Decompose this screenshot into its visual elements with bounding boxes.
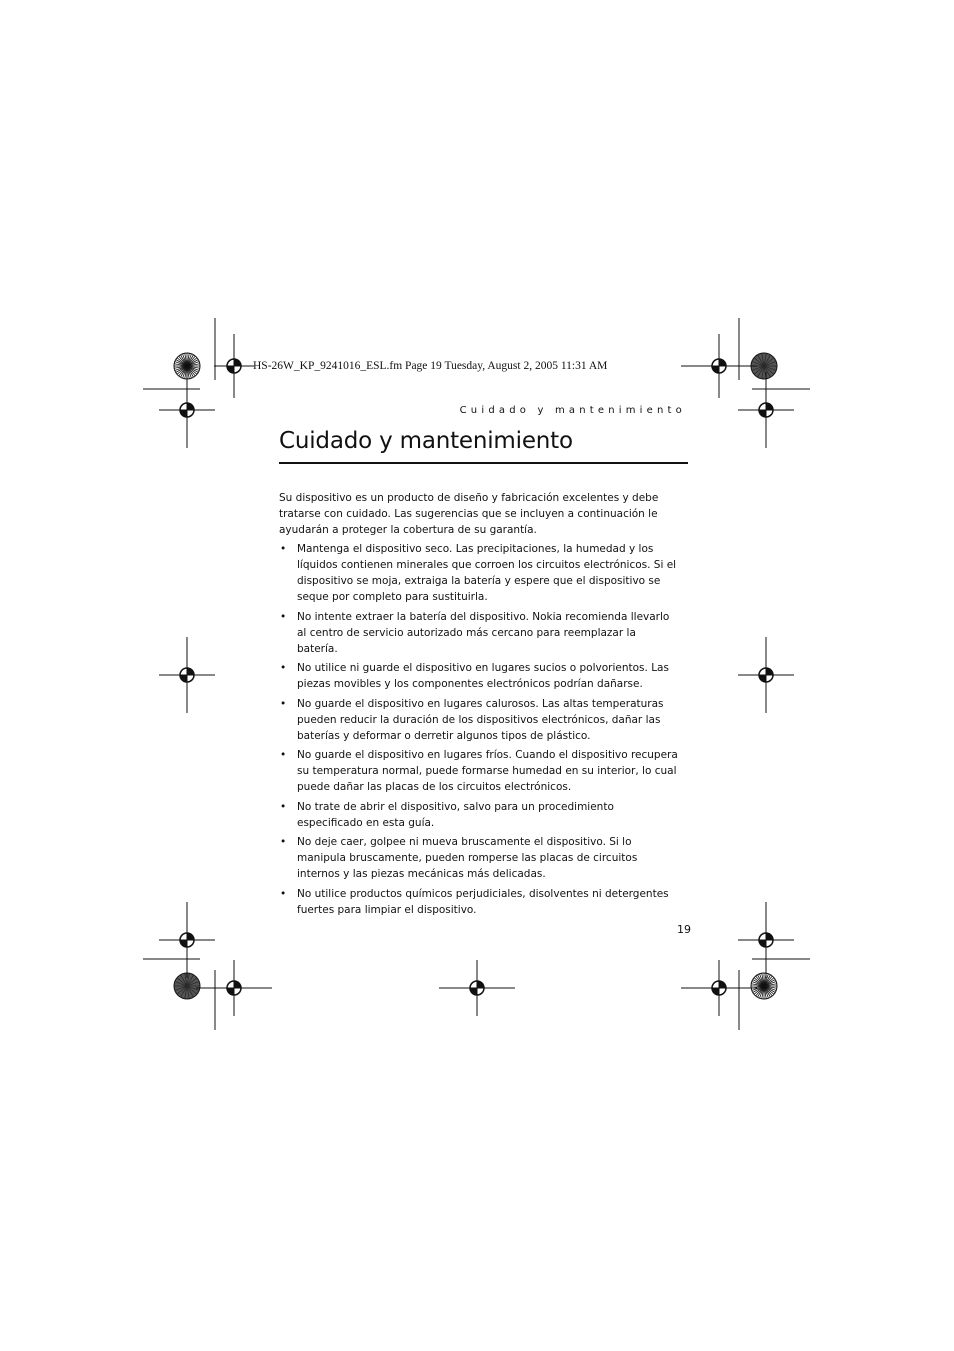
list-item — [279, 834, 679, 882]
registration-crosshair-icon — [681, 960, 757, 1016]
page-number: 19 — [677, 923, 691, 936]
registration-crosshair-icon — [159, 372, 215, 448]
list-item-text: No guarde el dispositivo en lugares fríos. Cuando el dispositivo recupera su temperatura normal, puede formarse humedad en su interior, lo cual puede dañar las placas de los circuitos electrónicos. — [297, 749, 678, 793]
list-item-text: No intente extraer la batería del dispositivo. Nokia recomienda llevarlo al centro de servicio autorizado más cercano para reemplazar la batería. — [297, 610, 670, 655]
list-item-text: No utilice ni guarde el dispositivo en lugares sucios o polvorientos. Las piezas movibles y los componentes electrónicos podrían dañarse. — [297, 662, 669, 690]
list-item — [279, 799, 679, 831]
bullet-icon: • — [280, 749, 287, 761]
list-item — [279, 541, 679, 605]
registration-crosshair-icon — [196, 960, 272, 1016]
registration-crosshair-icon — [738, 372, 794, 448]
list-item — [279, 886, 679, 918]
list-item — [279, 660, 679, 692]
body-content — [279, 490, 679, 921]
intro-paragraph: Su dispositivo es un producto de diseño y fabricación excelentes y debe tratarse con cuidado. Las sugerencias que se incluyen a continuación le ayudarán a proteger la cobertura de su garantía. — [279, 492, 659, 536]
list-item — [279, 696, 679, 744]
list-item-text: No deje caer, golpee ni mueva bruscamente el dispositivo. Si lo manipula bruscamente, pueden romperse las placas de circuitos internos y las piezas mecánicas más delicadas. — [297, 836, 638, 880]
registration-crosshair-icon — [214, 334, 254, 398]
list-item — [279, 747, 679, 795]
registration-crosshair-icon — [159, 902, 215, 978]
running-head: Cuidado y mantenimiento — [459, 405, 686, 416]
registration-crosshair-icon — [738, 637, 794, 713]
page-title: Cuidado y mantenimiento — [279, 428, 573, 454]
bullet-icon: • — [280, 800, 287, 813]
list-item — [279, 609, 679, 657]
registration-crosshair-icon — [681, 334, 757, 398]
registration-crosshair-icon — [738, 902, 794, 978]
file-slug: HS-26W_KP_9241016_ESL.fm Page 19 Tuesday, August 2, 2005 11:31 AM — [253, 360, 608, 372]
bullet-icon: • — [280, 662, 287, 674]
registration-starburst-icon — [751, 973, 777, 999]
list-item-text: No guarde el dispositivo en lugares calurosos. Las altas temperaturas pueden reducir la duración de los dispositivos electrónicos, dañar las baterías y deformar o derretir algunos tipos de plástico. — [297, 697, 664, 742]
bullet-icon: • — [280, 543, 287, 555]
care-list — [279, 541, 679, 918]
bullet-icon: • — [280, 836, 287, 848]
list-item-text: No utilice productos químicos perjudiciales, disolventes ni detergentes fuertes para limpiar el dispositivo. — [297, 887, 669, 916]
registration-crosshair-icon — [439, 960, 515, 1016]
bullet-icon: • — [280, 610, 287, 623]
registration-crosshair-icon — [159, 637, 215, 713]
title-underline — [279, 462, 688, 464]
bullet-icon: • — [280, 697, 287, 710]
list-item-text: Mantenga el dispositivo seco. Las precipitaciones, la humedad y los líquidos contienen minerales que corroen los circuitos electrónicos. Si el dispositivo se moja, extraiga la batería y espere que el dispositivo se seque por completo para sustituirla. — [297, 543, 677, 603]
bullet-icon: • — [280, 887, 287, 900]
list-item-text: No trate de abrir el dispositivo, salvo para un procedimiento especificado en esta guía. — [297, 800, 614, 829]
